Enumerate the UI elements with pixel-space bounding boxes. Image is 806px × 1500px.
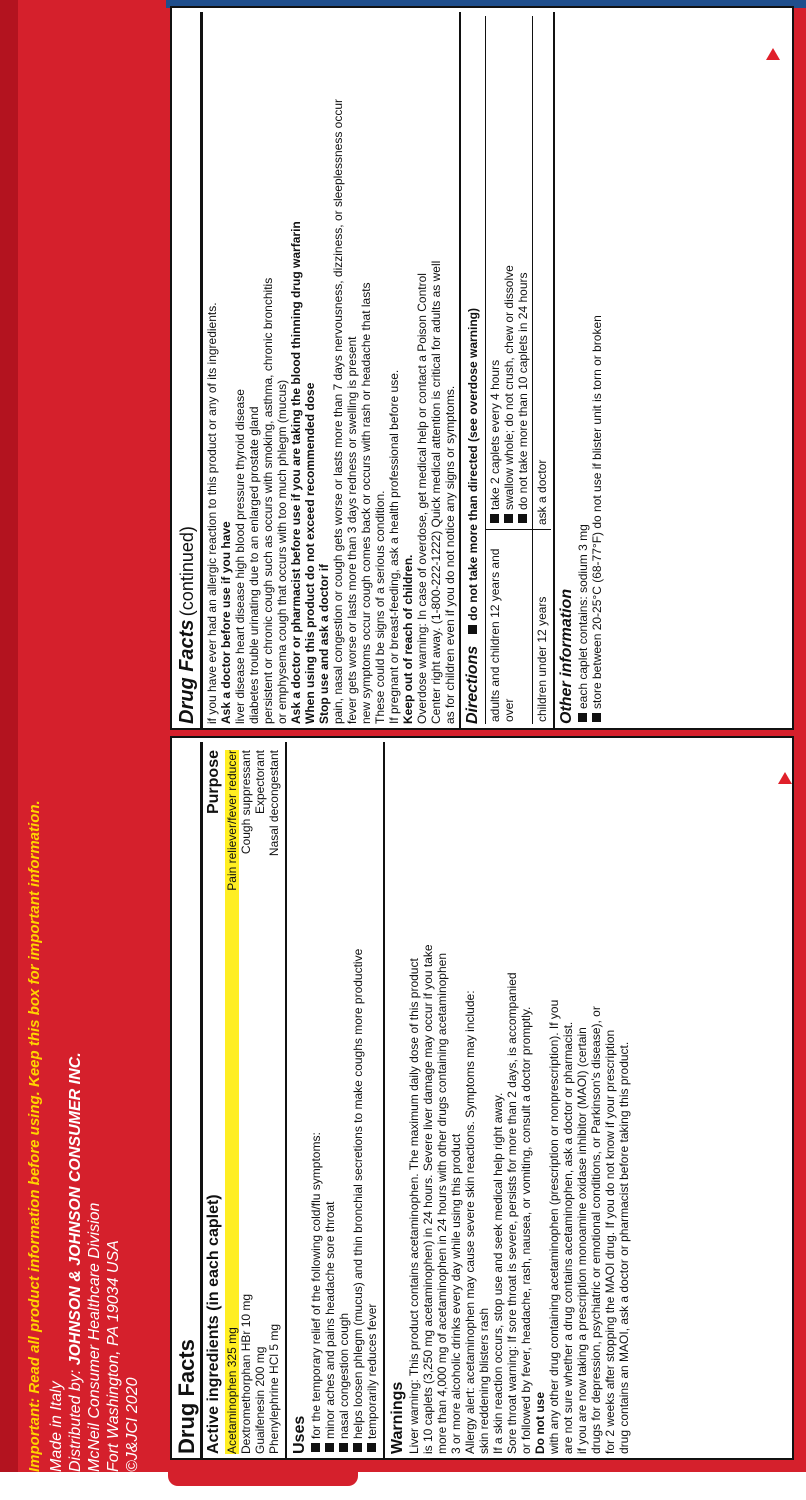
other-information-section: [555, 12, 607, 728]
panel-2-line: if you have ever had an allergic reaction to this product or any of its ingredients.: [205, 302, 219, 724]
ingredient-row: [225, 750, 239, 1454]
dir-children-step: ask a doctor: [533, 456, 551, 530]
ingredient-row: [253, 750, 267, 1454]
panel-2-line: new symptoms occur cough comes back or occurs with rash or headache that lasts: [359, 282, 373, 724]
uses-lines: [309, 746, 379, 1454]
warnings-line: if you are now taking a prescription monoamine oxidase inhibitor (MAOI) (certain: [575, 1027, 589, 1454]
warnings-line: with any other drug containing acetaminophen (prescription or nonprescription). If you: [547, 999, 561, 1454]
uses-section: [287, 742, 383, 1458]
purpose-heading: Purpose: [205, 750, 222, 815]
warnings-section: [385, 742, 631, 1458]
panel-2-line: as for children even if you do not notice any signs or symptoms.: [443, 385, 457, 724]
panel-2-line: persistent or chronic cough such as occurs with smoking, asthma, chronic bronchitis: [261, 277, 275, 724]
warnings-line: If a skin reaction occurs, stop use and seek medical help right away.: [491, 1092, 505, 1454]
other-line: each caplet contains: sodium 3 mg: [576, 16, 590, 724]
panel-2-line: fever gets worse or lasts more than 3 days redness or swelling is present: [345, 336, 359, 724]
ingredients-list: [223, 742, 285, 1458]
directions-note: do not take more than directed (see overdose warning): [466, 308, 480, 621]
continued-arrow-icon: [778, 772, 792, 784]
other-lines: [576, 16, 604, 724]
warnings-line: drugs for depression, psychiatric or emotional conditions, or Parkinson's disease), or: [589, 1006, 603, 1454]
panel-2-line: Keep out of reach of children.: [401, 554, 415, 724]
panel-2-line: Ask a doctor or pharmacist before use if you are taking the blood thinning drug warfarin: [289, 221, 303, 724]
warnings-line: for 2 weeks after stopping the MAOI drug. If you do not know if your prescription: [603, 1029, 617, 1454]
ingredient-purpose: Pain reliever/fever reducer: [225, 750, 239, 891]
direction-step: swallow whole; do not crush, chew or dissolve: [502, 265, 516, 525]
panel-2-line: diabetes trouble urinating due to an enlarged prostate gland: [247, 406, 261, 724]
warnings-line: Sore throat warning: If sore throat is severe, persists for more than 2 days, is accompanied: [505, 972, 519, 1454]
panel-1-title: Drug Facts: [174, 1339, 199, 1454]
drug-facts-panel-1: [170, 736, 794, 1460]
uses-line: helps loosen phlegm (mucus) and thin bronchial secretions to make coughs more productive: [351, 746, 365, 1454]
panel-2-line: liver disease heart disease high blood pressure thyroid disease: [233, 389, 247, 724]
warnings-line: 3 or more alcoholic drinks every day while using this product: [449, 1133, 463, 1454]
important-notice: Important: Read all product information before using. Keep this box for important information.: [26, 800, 43, 1472]
other-line: store between 20-25°C (68-77°F) do not use if blister unit is torn or broken: [590, 16, 604, 724]
warnings-line: Do not use: [533, 1392, 547, 1454]
panel-2-line: When using this product do not exceed recommended dose: [303, 382, 317, 724]
ingredient-name: Guaifenesin 200 mg: [253, 1346, 267, 1454]
warnings-line: more than 4,000 mg of acetaminophen in 24 hours with other drugs containing acetaminophen: [435, 953, 449, 1454]
ingredient-purpose: Expectorant: [253, 750, 267, 815]
warnings-line: skin reddening blisters rash: [477, 1307, 491, 1454]
distributor-line: Distributed by: JOHNSON & JOHNSON CONSUMER INC.: [67, 1052, 84, 1472]
dir-adults-steps: [486, 261, 532, 530]
ingredient-name: Phenylephrine HCl 5 mg: [267, 1323, 281, 1454]
panel-2-line: or emphysema cough that occurs with too much phlegm (mucus): [275, 379, 289, 724]
directions-heading: Directions: [464, 645, 481, 724]
uses-line: for the temporary relief of the following cold/flu symptoms:: [309, 746, 323, 1454]
other-heading: Other information: [558, 588, 575, 724]
warnings-line: Liver warning: This product contains acetaminophen. The maximum daily dose of this product: [407, 958, 421, 1454]
copyright-line: ©J&JCI 2020: [124, 1377, 141, 1472]
warnings-line: are not sure whether a drug contains acetaminophen, ask a doctor or pharmacist.: [561, 1021, 575, 1454]
ingredient-purpose: Nasal decongestant: [267, 750, 281, 857]
panel-2-line: Overdose warning: In case of overdose, get medical help or contact a Poison Control: [415, 273, 429, 724]
panel-2-line: Ask a doctor before use if you have: [219, 521, 233, 724]
direction-step: take 2 caplets every 4 hours: [488, 265, 502, 525]
ingredient-name: Acetaminophen 325 mg: [225, 1327, 239, 1454]
warnings-line: drug contains an MAOI, ask a doctor or pharmacist before taking this product.: [617, 1041, 631, 1454]
box-side-panel: [0, 0, 166, 1472]
ingredient-row: [239, 750, 253, 1454]
city-line: Fort Washington, PA 19034 USA: [105, 1240, 122, 1472]
dir-adults-label: adults and children 12 years and over: [488, 548, 516, 722]
warnings-line: is 10 caplets (3,250 mg acetaminophen) in 24 hours. Severe liver damage may occur if you take: [421, 944, 435, 1454]
ingredient-name: Dextromethorphan HBr 10 mg: [239, 1293, 253, 1454]
directions-section: [461, 12, 553, 728]
panel-2-line: pain, nasal congestion or cough gets worse or lasts more than 7 days nervousness, dizziness, or sleeplessness occur: [331, 99, 345, 724]
panel-2-title: Drug Facts (continued): [176, 526, 198, 724]
active-ingredients-heading: Active ingredients (in each caplet): [205, 1194, 222, 1454]
dir-children-label: children under 12 years: [535, 596, 549, 722]
panel-2-line: These could be signs of a serious condition.: [373, 490, 387, 724]
made-in: Made in Italy: [48, 1381, 65, 1472]
uses-heading: Uses: [291, 1415, 308, 1454]
box-side-shadow: [0, 0, 18, 1472]
warnings-lines: [407, 746, 631, 1454]
warnings-line: or followed by fever, headache, rash, nausea, or vomiting, consult a doctor promptly.: [519, 1006, 533, 1454]
warnings-heading: Warnings: [389, 1381, 406, 1454]
division-line: McNeil Consumer Healthcare Division: [86, 1202, 103, 1472]
panel-2-line: Stop use and ask a doctor if: [317, 563, 331, 724]
ingredient-row: [267, 750, 281, 1454]
warnings-line: Allergy alert: acetaminophen may cause severe skin reactions. Symptoms may include:: [463, 990, 477, 1454]
ingredient-purpose: Cough suppressant: [239, 750, 253, 855]
panel-2-line: Center right away. (1-800-222-1222) Quick medical attention is critical for adults as well: [429, 260, 443, 724]
uses-line: temporarily reduces fever: [365, 746, 379, 1454]
panel-2-line: If pregnant or breast-feeding, ask a health professional before use.: [387, 369, 401, 724]
direction-step: do not take more than 10 caplets in 24 hours: [516, 265, 530, 525]
panel-2-lines: [203, 12, 459, 728]
drug-facts-panel-2: [170, 6, 794, 730]
continued-arrow-icon-2: [766, 48, 780, 60]
uses-line: minor aches and pains headache sore throat: [323, 746, 337, 1454]
uses-line: nasal congestion cough: [337, 746, 351, 1454]
